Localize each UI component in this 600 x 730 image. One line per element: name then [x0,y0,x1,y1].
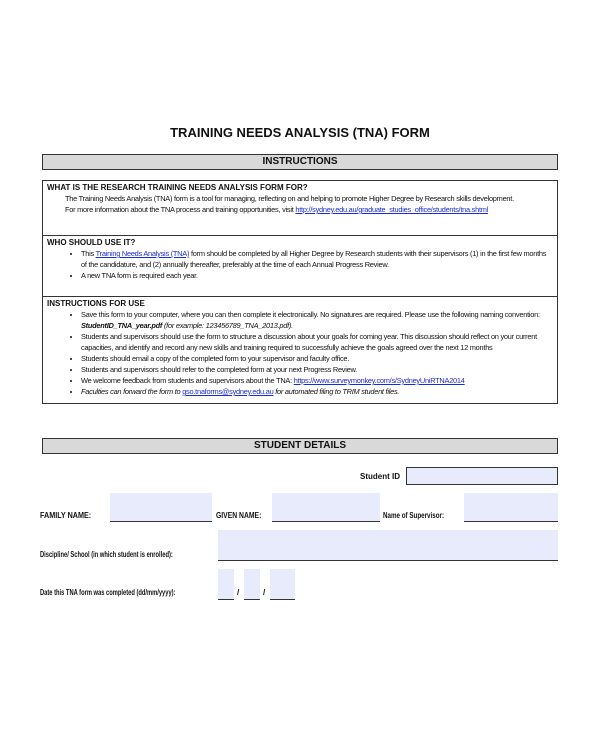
text: • Students and supervisors should use the form to structure a discussion about your goals for coming year. This discussion should reflect on your current capacities, and identify and record any new skills and training required to successfully achieve the goals agreed over the next 12 months [81,331,553,353]
date-label: Date this TNA form was completed (dd/mm/yyyy): [40,588,176,597]
text: • Students and supervisors should refer to the completed form at your next Progress Review. [81,364,553,375]
given-name-input[interactable] [272,493,380,522]
student-id-input[interactable] [406,467,558,485]
text: • Students should email a copy of the completed form to your supervisor and faculty office. [81,353,553,364]
text: form should be completed by all Higher Degree by Research students with their supervisors (1) in the first few months of the candidature, and (2) annually thereafter, preferably at the time of each Annual Progress Review. [81,249,547,269]
family-name-label: FAMILY NAME: [40,511,92,520]
discipline-input[interactable] [218,530,558,561]
page-title: TRAINING NEEDS ANALYSIS (TNA) FORM [170,125,430,140]
supervisor-input[interactable] [464,493,558,522]
text: Faculties can forward the form to [81,387,181,396]
supervisor-label: Name of Supervisor: [383,511,445,520]
text: • A new TNA form is required each year. [81,270,553,281]
date-separator: / [237,588,240,597]
given-name-label: GIVEN NAME: [216,511,262,520]
student-details [0,454,600,624]
email-link[interactable]: gso.tnaforms@sydney.edu.au [182,387,274,396]
tna-link[interactable]: Training Needs Analysis (TNA) [95,249,190,258]
discipline-label: Discipline/ School (in which student is enrolled): [40,550,173,559]
student-id-label: Student ID [360,472,400,481]
date-month-input[interactable] [244,569,260,600]
text: We welcome feedback from students and supervisors about the TNA: [81,376,292,385]
section-instructions [42,296,558,404]
survey-link[interactable]: https://www.surveymonkey.com/s/SydneyUniRTNA2014 [293,376,465,385]
family-name-input[interactable] [110,493,212,522]
text: For more information about the TNA process and training opportunities, visit [65,205,294,214]
text: (for example: 123456789_TNA_2013.pdf). [163,321,293,330]
section-heading: WHO SHOULD USE IT? [47,238,136,247]
section-heading: INSTRUCTIONS FOR USE [47,299,145,308]
section-who [42,235,558,297]
text: The Training Needs Analysis (TNA) form is a tool for managing, reflecting on and helping to promote Higher Degree by Research skills development. [65,194,514,203]
date-year-input[interactable] [270,569,295,600]
tna-link[interactable]: http://sydney.edu.au/graduate_studies_office/students/tna.shtml [295,205,489,214]
section-heading: WHAT IS THE RESEARCH TRAINING NEEDS ANALYSIS FORM FOR? [47,183,308,192]
text: StudentID_TNA_year.pdf [81,321,163,330]
date-day-input[interactable] [218,569,234,600]
instructions-header: INSTRUCTIONS [42,154,558,170]
text: for automated filing to TRIM student files. [275,387,400,396]
text: This [81,249,94,258]
student-details-header: STUDENT DETAILS [42,438,558,454]
date-separator: / [263,588,266,597]
text: Save this form to your computer, where you can then complete it electronically. No signatures are required. Please use the following naming convention: [81,310,540,319]
section-purpose [42,180,558,236]
